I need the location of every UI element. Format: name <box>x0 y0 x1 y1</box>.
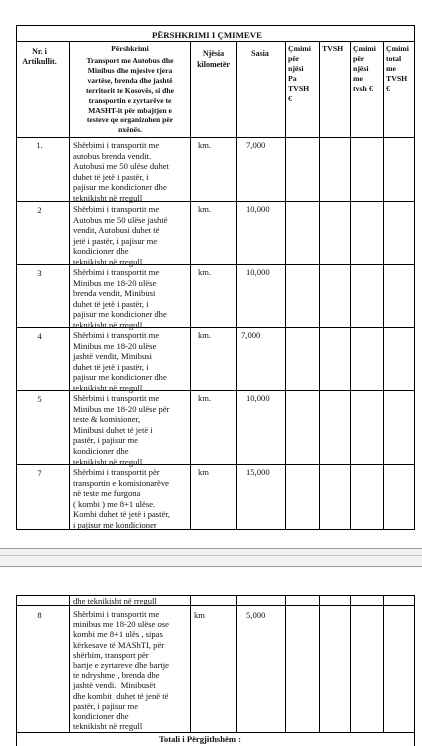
row-unit: km. <box>198 393 212 403</box>
table-rule <box>285 595 286 733</box>
table-rule <box>414 595 415 733</box>
table-rule <box>285 41 286 530</box>
row-quantity: 10,000 <box>246 204 270 214</box>
header-vat: TVSH <box>322 44 344 53</box>
header-unit-price-incl-vat: Çmimi për njësi me tvsh € <box>353 44 376 93</box>
row-unit: km <box>198 467 209 477</box>
header-total-price: Çmimi total me TVSH € <box>386 44 409 93</box>
table-rule <box>16 732 17 746</box>
row-quantity: 7,000 <box>246 140 266 150</box>
row-item-number: 5 <box>37 394 42 404</box>
table-rule <box>350 595 351 733</box>
table-rule <box>16 732 415 733</box>
row-unit: km. <box>198 204 212 214</box>
table-rule <box>383 41 384 530</box>
header-description-title: Përshkrimi <box>111 44 149 53</box>
header-description-body: Transport me Autobus dhe Minibus dhe mjesive tjera vartëse, brenda dhe jashtë territorit te Kosovës, si dhe transportin e zyrtarëve te MASHT-it për mbajtjen e testeve qe organizohen për nxënës. <box>86 56 174 135</box>
row-item-number: 2 <box>37 205 42 215</box>
row-unit: km <box>194 610 205 620</box>
document-page-2 <box>0 567 422 745</box>
table-rule <box>236 41 237 530</box>
table-rule <box>16 137 415 138</box>
row-quantity: 5,000 <box>246 610 266 620</box>
row-unit: km. <box>198 140 212 150</box>
table-rule <box>414 732 415 746</box>
row-quantity: 15,000 <box>246 467 270 477</box>
row-description: Shërbimi i transportit me minibus me 18-20 ulëse ose kombi me 8+1 ulës , sipas kërkesave të MAShTI, për shërbim, transport për bartje e zyrtareve dhe bartje te ndryshme , brenda dhe jashtë vendi. Minibusët dhe kombit duhet të jenë të pastër, i pajisur me kondicioner dhe teknikisht në rregull <box>73 609 169 732</box>
continued-description: dhe teknikisht në rregull <box>73 596 157 606</box>
grand-total-label: Totali i Përgjithshëm : <box>158 734 242 744</box>
page-break <box>0 548 422 567</box>
table-title: PËRSHKRIMI I ÇMIMEVE <box>152 30 262 40</box>
row-description: Shërbimi i transportit me Autobus me 50 ulëse jashtë vendit, Autobusi duhet të jetë i pastër, i pajisur me kondicioner dhe teknikisht në rregull <box>73 204 168 267</box>
row-unit: km. <box>198 330 212 340</box>
table-rule <box>16 25 415 26</box>
table-rule <box>190 41 191 530</box>
row-item-number: 7 <box>37 468 42 478</box>
row-description: Shërbimi i transportit me Minibus me 18-20 ulëse jashtë vendit, Minibusi duhet të jetë i pastër, i pajisur me kondicioner dhe teknikisht në rregull <box>73 330 167 393</box>
table-rule <box>16 41 415 42</box>
row-quantity: 10,000 <box>246 393 270 403</box>
header-item-number: Nr. i Artikullit. <box>22 47 57 66</box>
table-rule <box>319 41 320 530</box>
row-quantity: 7,000 <box>241 330 261 340</box>
table-rule <box>383 595 384 733</box>
header-unit-price-excl-vat: Çmimi për njësi Pa TVSH € <box>288 44 311 103</box>
header-quantity: Sasia <box>251 49 269 58</box>
row-unit: km. <box>198 267 212 277</box>
row-description: Shërbimi i transportit me Minibus me 18-20 ulëse për teste & komisioner, Minibusi duhet të jetë i pastër, i pajisur me kondicioner dhe teknikisht në rregull <box>73 393 170 467</box>
header-unit: Njësia kilometër <box>197 49 230 69</box>
table-rule <box>236 595 237 733</box>
row-item-number: 3 <box>37 268 42 278</box>
table-rule <box>414 25 415 530</box>
table-rule <box>319 595 320 733</box>
row-quantity: 10,000 <box>246 267 270 277</box>
row-item-number: 4 <box>37 331 42 341</box>
table-rule <box>69 595 70 733</box>
row-item-number: 8 <box>37 610 42 620</box>
row-description: Shërbimi i transportit me autobus brenda vendit. Autobusi me 50 ulëse duhet duhet të jetë i pastër, i pajisur me kondicioner dhe teknikisht në rregull <box>73 140 169 203</box>
table-rule <box>190 595 191 733</box>
table-rule <box>350 41 351 530</box>
row-description: Shërbimi i transportit me Minibus me 18-20 ulëse brenda vendit, Minibusi duhet të jetë i pastër, i pajisur me kondicioner dhe teknikisht në rregull <box>73 267 167 330</box>
row-description: Shërbimi i transportit për transportin e komisionarëve në teste me furgona ( kombi ) me 8+1 ulëse. Kombi duhet të jetë i pastër, i pajisur me kondicioner <box>73 467 171 530</box>
row-item-number: 1. <box>36 140 43 150</box>
